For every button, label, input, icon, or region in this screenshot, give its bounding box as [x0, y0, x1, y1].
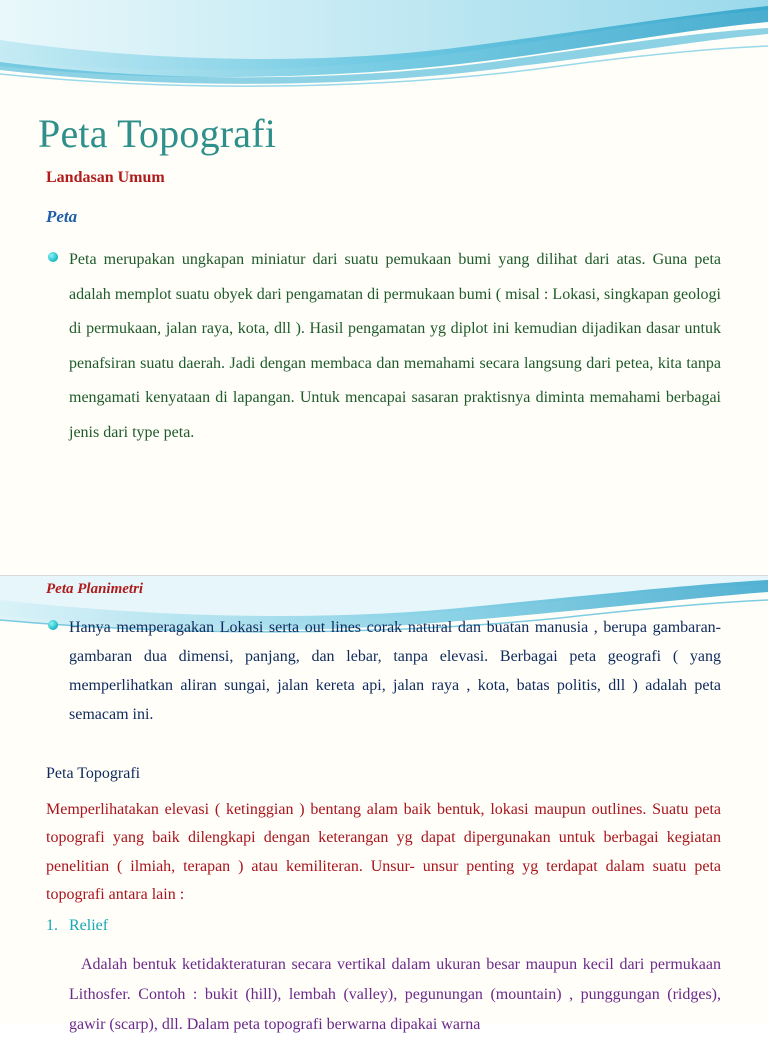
list-number: 1. — [46, 917, 58, 934]
bullet-icon — [48, 620, 58, 630]
relief-paragraph: Adalah bentuk ketidakteraturan secara vertikal dalam ukuran besar maupun kecil dari permukaan Lithosfer. Contoh : bukit (hill), lembah (valley), pegunungan (mountain) , punggungan (ridges), gawir (scarp), dll. Dalam peta topografi berwarna dipakai warna — [69, 956, 721, 1033]
bullet-icon — [48, 252, 58, 262]
header-wave-decoration — [0, 0, 768, 100]
topografi-subtitle: Peta Topografi — [46, 765, 141, 782]
list-item-relief: Relief — [69, 917, 109, 934]
topografi-description: Memperlihatakan elevasi ( ketinggian ) bentang alam baik bentuk, lokasi maupun outlines. Suatu peta topografi yang baik dilengkapi dengan keterangan yg dapat dipergunakan untuk berbagai kegiatan penelitian ( ilmiah, terapan ) atau kemiliteran. Unsur- unsur penting yg terdapat dalam suatu peta topografi antara lain : — [46, 801, 721, 904]
slide-title: Peta Topografi — [38, 111, 277, 156]
sub-heading: Peta — [46, 207, 78, 226]
body-paragraph: Peta merupakan ungkapan miniatur dari suatu pemukaan bumi yang dilihat dari atas. Guna peta adalah memplot suatu obyek dari pengamatan di permukaan bumi ( misal : Lokasi, singkapan geologi di permukaan, jalan raya, kota, dll ). Hasil pengamatan yg diplot ini kemudian dijadikan dasar untuk penafsiran suatu daerah. Jadi dengan membaca dan memahami secara langsung dari petea, kita tanpa mengamati kenyataan di lapangan. Untuk mencapai sasaran praktisnya diminta memahami berbagai jenis dari type peta. — [69, 251, 721, 441]
planimetri-paragraph: Hanya memperagakan Lokasi serta out lines corak natural dan buatan manusia , berupa gambaran-gambaran dua dimensi, panjang, dan lebar, tanpa elevasi. Berbagai peta geografi ( yang memperlihatkan aliran sungai, jalan kereta api, jalan raya , kota, batas politis, dll ) adalah peta semacam ini. — [69, 619, 721, 723]
section-heading: Landasan Umum — [46, 169, 165, 186]
planimetri-heading: Peta Planimetri — [46, 581, 144, 597]
